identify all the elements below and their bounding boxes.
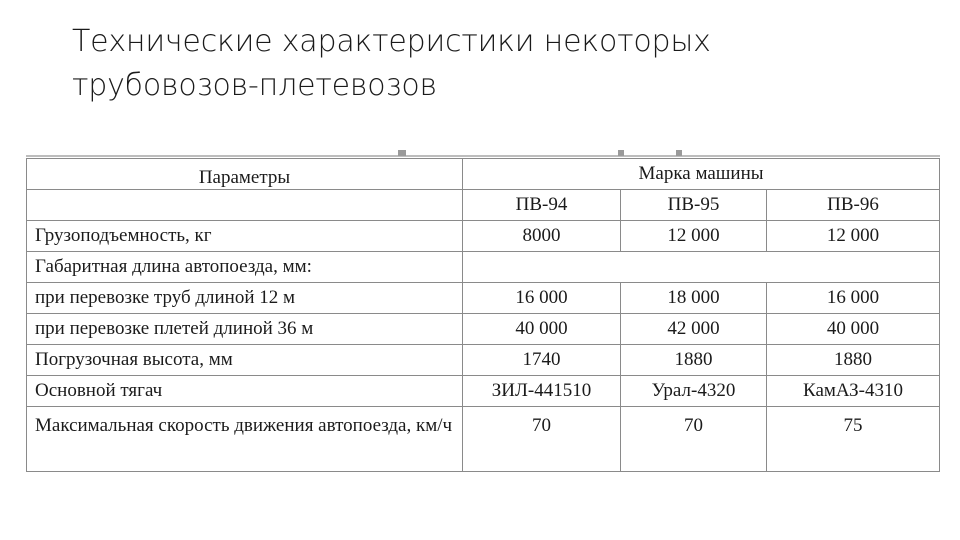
scan-artifact (618, 150, 624, 156)
row-param: при перевозке труб длиной 12 м (27, 283, 463, 314)
scan-top-edge (26, 155, 940, 157)
row-value: 12 000 (621, 221, 767, 252)
scan-artifact (676, 150, 682, 156)
slide-title (72, 20, 892, 108)
table-row (27, 283, 940, 314)
slide-title-line-2: трубовозов-плетевозов (72, 68, 437, 103)
row-param: Габаритная длина автопоезда, мм: (27, 252, 463, 283)
row-param: Основной тягач (27, 376, 463, 407)
row-value: ЗИЛ-441510 (463, 376, 621, 407)
row-value-empty (463, 252, 940, 283)
row-value: 18 000 (621, 283, 767, 314)
table-row (27, 376, 940, 407)
table-row (27, 407, 940, 472)
table-row (27, 221, 940, 252)
table-row (27, 252, 940, 283)
specs-table (26, 158, 940, 472)
row-value: 40 000 (463, 314, 621, 345)
row-value: 1880 (767, 345, 940, 376)
row-param: Максимальная скорость движения автопоезда, км/ч (27, 407, 463, 472)
table-row (27, 314, 940, 345)
header-parameters-spacer (27, 190, 463, 221)
row-value: КамАЗ-4310 (767, 376, 940, 407)
row-param: при перевозке плетей длиной 36 м (27, 314, 463, 345)
row-param: Грузоподъемность, кг (27, 221, 463, 252)
row-value: 70 (621, 407, 767, 472)
row-value: 16 000 (463, 283, 621, 314)
table-row (27, 345, 940, 376)
row-value: 42 000 (621, 314, 767, 345)
column-header-model: ПВ-95 (621, 190, 767, 221)
row-value: 16 000 (767, 283, 940, 314)
table-header-row (27, 159, 940, 190)
column-header-model: ПВ-96 (767, 190, 940, 221)
scan-artifact (398, 150, 406, 156)
row-value: 8000 (463, 221, 621, 252)
row-value: 70 (463, 407, 621, 472)
row-value: 40 000 (767, 314, 940, 345)
row-param: Погрузочная высота, мм (27, 345, 463, 376)
table-header-models-row (27, 190, 940, 221)
row-value: 75 (767, 407, 940, 472)
column-header-model: ПВ-94 (463, 190, 621, 221)
header-parameters: Параметры (27, 159, 463, 190)
row-value: 1880 (621, 345, 767, 376)
row-value: 1740 (463, 345, 621, 376)
row-value: 12 000 (767, 221, 940, 252)
slide-title-line-1: Технические характеристики некоторых (72, 24, 711, 59)
row-value: Урал-4320 (621, 376, 767, 407)
header-vehicle-brand: Марка машины (463, 159, 940, 190)
